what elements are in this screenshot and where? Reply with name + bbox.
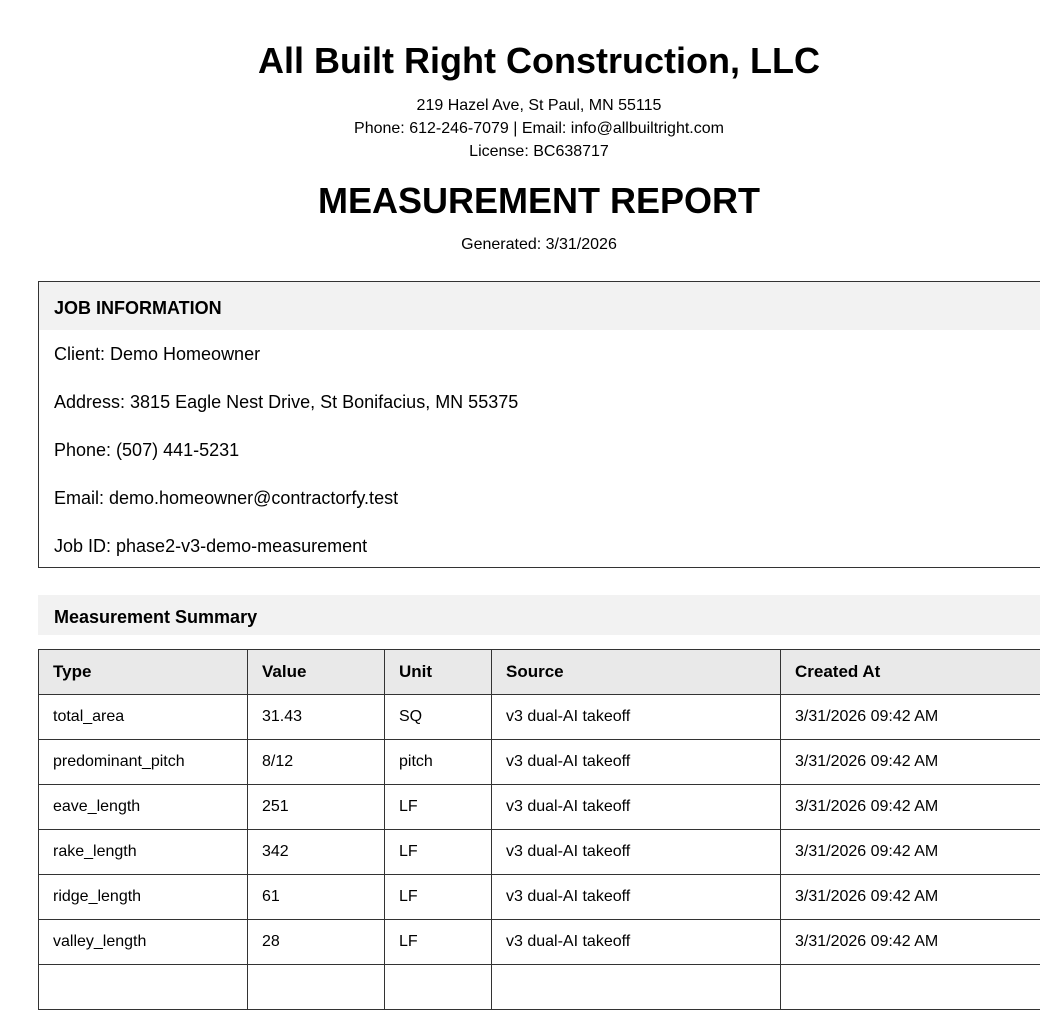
column-header: Unit: [385, 650, 492, 695]
company-name: All Built Right Construction, LLC: [38, 40, 1040, 82]
company-contact: Phone: 612-246-7079 | Email: info@allbuiltright.com: [38, 117, 1040, 140]
cell-created-at: 3/31/2026 09:42 AM: [781, 920, 1040, 965]
cell-type: total_area: [39, 695, 248, 740]
cell-type: valley_length: [39, 920, 248, 965]
job-email: Email: demo.homeowner@contractorfy.test: [39, 474, 1040, 522]
table-row: [39, 785, 1040, 830]
cell-empty: [39, 965, 248, 1010]
column-header: Type: [39, 650, 248, 695]
table-row: [39, 920, 1040, 965]
cell-created-at: 3/31/2026 09:42 AM: [781, 830, 1040, 875]
cell-created-at: 3/31/2026 09:42 AM: [781, 875, 1040, 920]
report-title: MEASUREMENT REPORT: [38, 180, 1040, 222]
measurement-table: [38, 649, 1040, 1010]
company-info: [38, 94, 1040, 163]
cell-created-at: 3/31/2026 09:42 AM: [781, 740, 1040, 785]
cell-created-at: 3/31/2026 09:42 AM: [781, 695, 1040, 740]
cell-unit: LF: [385, 920, 492, 965]
cell-type: rake_length: [39, 830, 248, 875]
cell-unit: LF: [385, 830, 492, 875]
table-row: [39, 875, 1040, 920]
cell-value: 31.43: [248, 695, 385, 740]
job-information-heading: JOB INFORMATION: [39, 282, 1040, 330]
cell-source: v3 dual-AI takeoff: [492, 740, 781, 785]
job-information-section: [38, 281, 1040, 568]
table-header-row: [39, 650, 1040, 695]
table-row: [39, 830, 1040, 875]
cell-source: v3 dual-AI takeoff: [492, 695, 781, 740]
table-row: [39, 740, 1040, 785]
cell-type: predominant_pitch: [39, 740, 248, 785]
cell-source: v3 dual-AI takeoff: [492, 920, 781, 965]
column-header: Created At: [781, 650, 1040, 695]
table-row: [39, 965, 1040, 1010]
cell-type: ridge_length: [39, 875, 248, 920]
cell-unit: LF: [385, 785, 492, 830]
cell-value: 8/12: [248, 740, 385, 785]
cell-unit: SQ: [385, 695, 492, 740]
cell-empty: [492, 965, 781, 1010]
cell-empty: [385, 965, 492, 1010]
job-client: Client: Demo Homeowner: [39, 330, 1040, 378]
company-license: License: BC638717: [38, 140, 1040, 163]
column-header: Value: [248, 650, 385, 695]
cell-empty: [781, 965, 1040, 1010]
cell-source: v3 dual-AI takeoff: [492, 830, 781, 875]
generated-date: Generated: 3/31/2026: [38, 236, 1040, 254]
cell-unit: LF: [385, 875, 492, 920]
cell-source: v3 dual-AI takeoff: [492, 785, 781, 830]
cell-value: 342: [248, 830, 385, 875]
job-phone: Phone: (507) 441-5231: [39, 426, 1040, 474]
job-id: Job ID: phase2-v3-demo-measurement: [39, 522, 1040, 570]
cell-value: 61: [248, 875, 385, 920]
cell-value: 251: [248, 785, 385, 830]
cell-created-at: 3/31/2026 09:42 AM: [781, 785, 1040, 830]
column-header: Source: [492, 650, 781, 695]
measurement-summary-heading: Measurement Summary: [38, 595, 1040, 635]
job-address: Address: 3815 Eagle Nest Drive, St Bonifacius, MN 55375: [39, 378, 1040, 426]
cell-type: eave_length: [39, 785, 248, 830]
company-address: 219 Hazel Ave, St Paul, MN 55115: [38, 94, 1040, 117]
cell-unit: pitch: [385, 740, 492, 785]
cell-empty: [248, 965, 385, 1010]
cell-source: v3 dual-AI takeoff: [492, 875, 781, 920]
table-row: [39, 695, 1040, 740]
cell-value: 28: [248, 920, 385, 965]
